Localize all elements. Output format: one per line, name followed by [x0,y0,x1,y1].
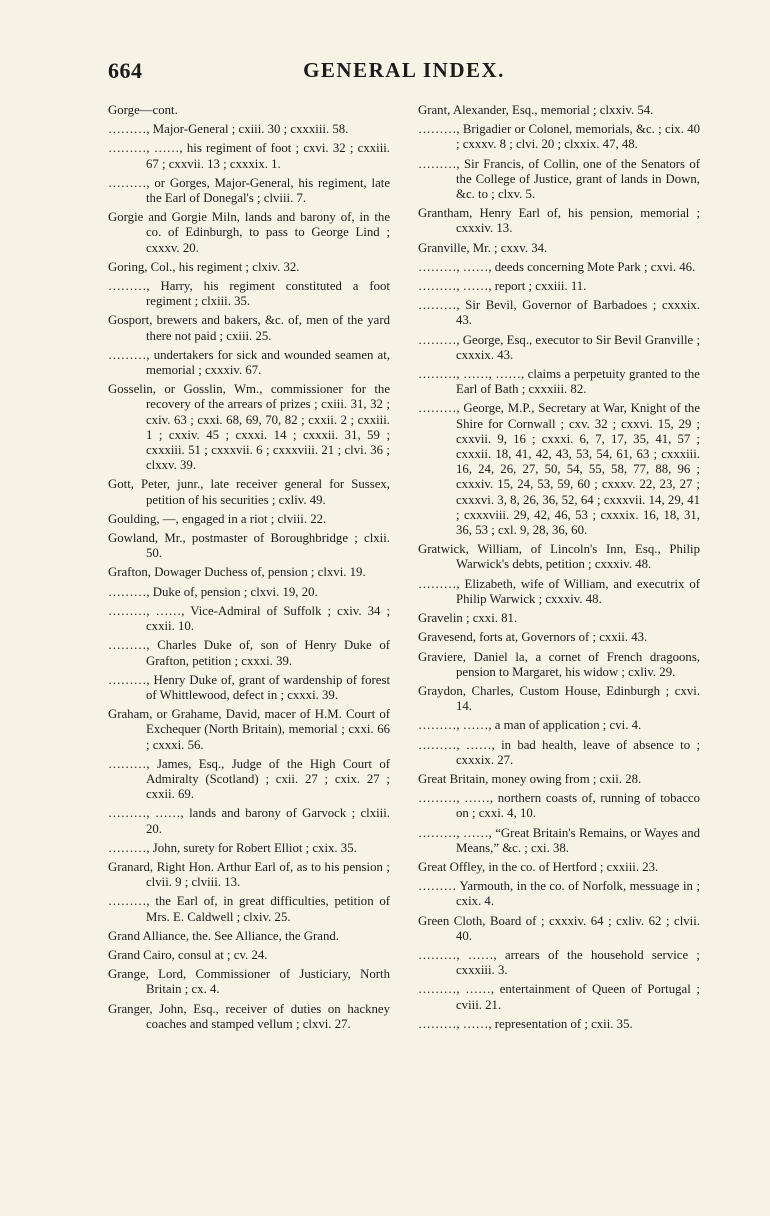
index-entry: ………, or Gorges, Major-General, his regiment, late the Earl of Donegal's ; clviii. 7. [108,175,390,206]
index-entry: ………, Sir Francis, of Collin, one of the Senators of the College of Justice, grant of lands in Down, &c. to ; clxv. 5. [418,156,700,202]
index-entry: Gorge—cont. [108,103,178,117]
index-entry: ………, George, Esq., executor to Sir Bevil Granville ; cxxxix. 43. [418,332,700,362]
index-entry: ………, ……, his regiment of foot ; cxvi. 32 ; cxxiii. 67 ; cxxvii. 13 ; cxxxix. 1. [108,141,390,171]
index-entry: Grand Cairo, consul at ; cv. 24. [108,947,268,962]
index-entry: ………, ……, a man of application ; cvi. 4. [418,718,642,733]
index-entry: Gosport, brewers and bakers, &c. of, men of the yard there not paid ; cxiii. 25. [108,313,390,343]
index-entry: Goring, Col., his regiment ; clxiv. 32. [108,259,300,274]
index-entry: ………, Charles Duke of, son of Henry Duke of Grafton, petition ; cxxxi. 39. [108,638,390,668]
index-entry: Great Britain, money owing from ; cxii. 28. [418,771,642,786]
index-entry: Graviere, Daniel la, a cornet of French dragoons, pension to Margaret, his widow ; cxliv. 29. [418,649,700,679]
index-entry: Gravesend, forts at, Governors of ; cxxii. 43. [418,630,648,645]
index-entry: ………, Elizabeth, wife of William, and executrix of Philip Warwick ; cxxxiv. 48. [418,576,700,606]
index-entry: Green Cloth, Board of ; cxxxiv. 64 ; cxliv. 62 ; clvii. 40. [418,913,700,943]
index-entry: ………, ……, in bad health, leave of absence to ; cxxxix. 27. [418,737,700,767]
index-entry: ………, George, M.P., Secretary at War, Knight of the Shire for Cornwall ; cxv. 32 ; cxxvi. 15, 29 ; cxxvii. 9, 16 ; cxxxi. 6, 7, 17, 35, 41, 57 ; cxxxii. 18, 41, 42, 43, 53, 54, 61, 63 ; cxxxiii. 16, 24, 26, 27, 50, 54, 55, 58, 77, 88, 96 ; cxxxiv. 15, 24, 53, 59, 60 ; cxxxv. 22, 23, 27 ; cxxxvi. 3, 8, 26, 36, 52, 64 ; cxxxvii. 14, 29, 41 ; cxxxviii. 29, 42, 46, 53 ; cxxxix. 16, 18, 31, 36, 53 ; cxl. 9, 28, 36, 60. [418,401,700,538]
index-entry: ………, ……, report ; cxxiii. 11. [418,279,587,294]
page-number: 664 [108,58,143,83]
index-entry: Gott, Peter, junr., late receiver general for Sussex, petition of his securities ; cxliv. 49. [108,477,390,507]
index-entry: ………, ……, deeds concerning Mote Park ; cxvi. 46. [418,259,696,274]
index-entry: Goulding, —, engaged in a riot ; clviii. 22. [108,511,327,526]
index-entry: ………, undertakers for sick and wounded seamen at, memorial ; cxxxiv. 67. [108,347,390,378]
index-entry: Gorgie and Gorgie Miln, lands and barony of, in the co. of Edinburgh, to pass to George Lind ; cxxxv. 20. [108,210,390,255]
index-entry: Granger, John, Esq., receiver of duties on hackney coaches and stamped vellum ; clxvi. 27. [108,1001,390,1031]
index-entry: ………, Duke of, pension ; clxvi. 19, 20. [108,584,318,599]
index-entry: Gowland, Mr., postmaster of Boroughbridge ; clxii. 50. [108,531,390,561]
index-entry: Granard, Right Hon. Arthur Earl of, as to his pension ; clvii. 9 ; clviii. 13. [108,859,390,890]
index-entry: Grant, Alexander, Esq., memorial ; clxxiv. 54. [418,103,654,117]
index-entry: ………, ……, entertainment of Queen of Portugal ; cviii. 21. [418,982,700,1012]
index-entry: ………, ……, northern coasts of, running of tobacco on ; cxxi. 4, 10. [418,791,700,821]
index-entry: Grange, Lord, Commissioner of Justiciary, North Britain ; cx. 4. [108,967,390,997]
index-entry: Grand Alliance, the. See Alliance, the Grand. [108,928,339,943]
index-entry: Graham, or Grahame, David, macer of H.M. Court of Exchequer (North Britain), memorial ; cxxi. 66 ; cxxxi. 56. [108,707,390,752]
index-entry: ………, Henry Duke of, grant of wardenship of forest of Whittlewood, defect in ; cxxxi. 39. [108,672,390,702]
index-entry: Grafton, Dowager Duchess of, pension ; clxvi. 19. [108,565,366,580]
page-header [108,58,700,88]
index-entry: ………, the Earl of, in great difficulties, petition of Mrs. E. Caldwell ; clxiv. 25. [108,894,390,924]
index-entry: Graydon, Charles, Custom House, Edinburgh ; cxvi. 14. [418,683,700,714]
index-entry: ……… Yarmouth, in the co. of Norfolk, messuage in ; cxix. 4. [418,879,700,909]
index-column-right [418,103,700,1036]
index-entry: ………, John, surety for Robert Elliot ; cxix. 35. [108,840,357,855]
index-entry: Granville, Mr. ; cxxv. 34. [418,240,548,255]
index-entry: Grantham, Henry Earl of, his pension, memorial ; cxxxiv. 13. [418,206,700,236]
index-entry: ………, ……, arrears of the household service ; cxxxiii. 3. [418,947,700,978]
index-entry: Great Offley, in the co. of Hertford ; cxxiii. 23. [418,859,659,874]
index-entry: ………, James, Esq., Judge of the High Court of Admiralty (Scotland) ; cxii. 27 ; cxix. 27 ; cxxii. 69. [108,756,390,802]
index-entry: ………, ……, “Great Britain's Remains, or Wayes and Means,” &c. ; cxi. 38. [418,825,700,855]
index-entry: Gosselin, or Gosslin, Wm., commissioner for the recovery of the arrears of prizes ; cxiii. 31, 32 ; cxiv. 63 ; cxxi. 68, 69, 70, 82 ; cxxii. 2 ; cxxiii. 1 ; cxxiv. 45 ; cxxxi. 14 ; cxxxii. 31, 59 ; cxxxiii. 51 ; cxxxvii. 6 ; cxxxviii. 21 ; clvi. 36 ; clxxv. 39. [108,382,390,473]
index-entry: ………, ……, lands and barony of Garvock ; clxiii. 20. [108,806,390,836]
index-entry: ………, Harry, his regiment constituted a foot regiment ; clxiii. 35. [108,279,390,309]
index-column-left [108,103,390,1036]
running-head-title: GENERAL INDEX. [303,58,505,82]
index-entry: ………, ……, representation of ; cxii. 35. [418,1016,633,1031]
index-entry: ………, ……, Vice-Admiral of Suffolk ; cxiv. 34 ; cxxii. 10. [108,603,390,634]
index-entry: ………, ……, ……, claims a perpetuity granted to the Earl of Bath ; cxxxiii. 82. [418,367,700,397]
index-entry: Gravelin ; cxxi. 81. [418,611,518,626]
index-entry: ………, Brigadier or Colonel, memorials, &c. ; cix. 40 ; cxxxv. 8 ; clvi. 20 ; clxxix. 47, 48. [418,122,700,152]
index-entry: ………, Major-General ; cxiii. 30 ; cxxxiii. 58. [108,122,349,137]
index-entry: ………, Sir Bevil, Governor of Barbadoes ; cxxxix. 43. [418,298,700,328]
index-entry: Gratwick, William, of Lincoln's Inn, Esq., Philip Warwick's debts, petition ; cxxxiv. 48. [418,542,700,572]
